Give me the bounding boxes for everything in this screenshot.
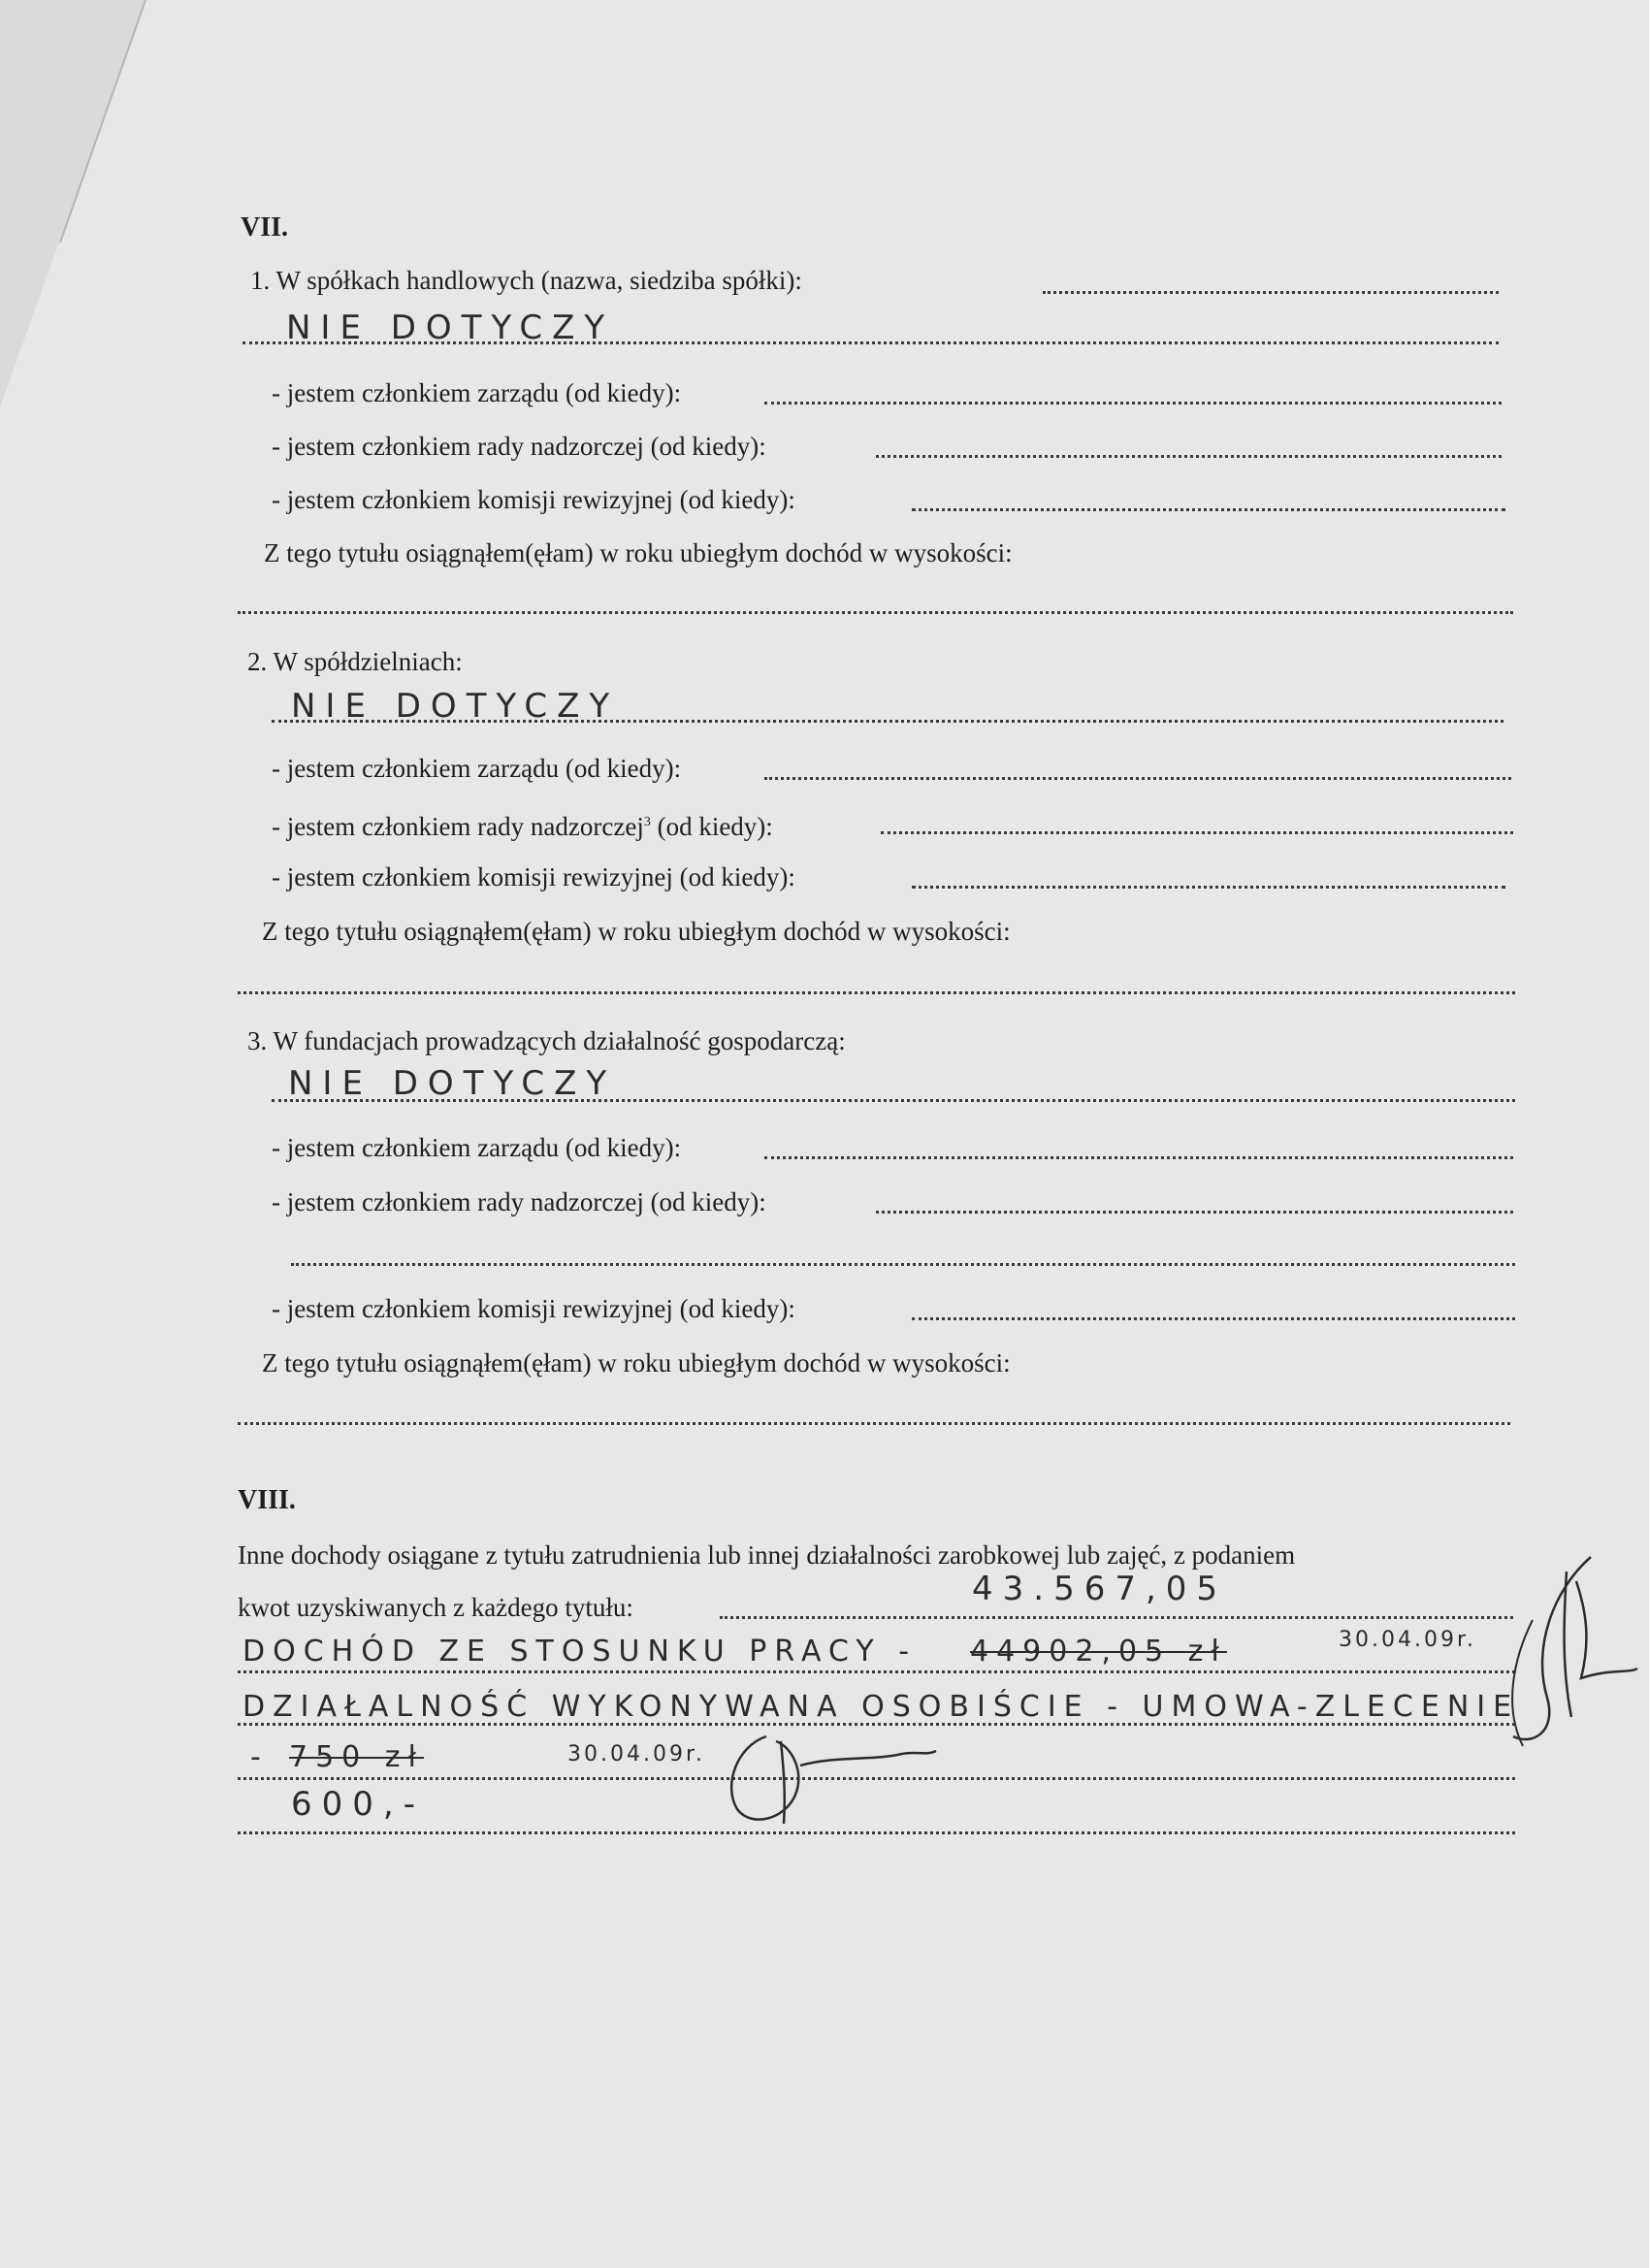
item2-footnote-mark: 3 <box>643 815 651 829</box>
item2-label: 2. W spółdzielniach: <box>247 647 463 676</box>
item3-supervisory-dotted-line <box>876 1211 1513 1214</box>
item1-income-label: Z tego tytułu osiągnąłem(ęłam) w roku ubiegłym dochód w wysokości: <box>264 538 1013 567</box>
item2-supervisory-label <box>272 806 773 843</box>
item3-handwritten-not-applicable: NIE DOTYCZY <box>288 1064 617 1103</box>
item1-dotted-line <box>1043 291 1499 294</box>
item2-supervisory-tail: (od kiedy): <box>650 812 773 841</box>
item2-board-dotted-line <box>764 777 1511 780</box>
item1-supervisory-dotted-line <box>876 455 1502 458</box>
item1-supervisory-label: - jestem członkiem rady nadzorczej (od kiedy): <box>272 432 766 461</box>
hw-line3-dash: - <box>250 1740 269 1774</box>
item3-supervisory-dotted-line-2 <box>291 1263 1515 1266</box>
item3-board-label: - jestem członkiem zarządu (od kiedy): <box>272 1133 682 1162</box>
hw-correction-date-2: 30.04.09r. <box>567 1742 705 1766</box>
item2-dotted-line <box>272 720 1504 723</box>
hw-corrected-amount: 43.567,05 <box>972 1570 1228 1608</box>
hw-correction-date-1: 30.04.09r. <box>1339 1628 1476 1652</box>
section-viii-heading: VIII. <box>238 1485 296 1515</box>
item3-dotted-line <box>272 1099 1515 1102</box>
item1-handwritten-not-applicable: NIE DOTYCZY <box>286 308 615 347</box>
item2-supervisory-text: - jestem członkiem rady nadzorczej <box>272 812 644 841</box>
section-viii-dotted-line-2 <box>238 1670 1515 1673</box>
item2-income-dotted-line <box>238 991 1515 994</box>
item2-supervisory-dotted-line <box>881 831 1513 834</box>
section-viii-dotted-line-3 <box>238 1723 1515 1726</box>
item1-audit-label: - jestem członkiem komisji rewizyjnej (od kiedy): <box>272 485 795 514</box>
item3-audit-dotted-line <box>912 1317 1515 1320</box>
item3-income-label: Z tego tytułu osiągnąłem(ęłam) w roku ubiegłym dochód w wysokości: <box>262 1348 1011 1377</box>
item3-income-dotted-line <box>238 1422 1510 1425</box>
hw-line1-employment-income: DOCHÓD ZE STOSUNKU PRACY - <box>242 1635 918 1669</box>
hw-line3-struck-amount: 750 zł <box>289 1740 425 1774</box>
item1-dotted-line-2 <box>242 341 1499 344</box>
item1-label: 1. W spółkach handlowych (nazwa, siedziba spółki): <box>250 266 802 295</box>
item3-label: 3. W fundacjach prowadzących działalność gospodarczą: <box>247 1026 846 1055</box>
hw-line4-corrected-amount: 600,- <box>291 1785 425 1824</box>
handwritten-signature-2 <box>708 1727 941 1833</box>
item2-audit-label: - jestem członkiem komisji rewizyjnej (od kiedy): <box>272 862 795 891</box>
item3-board-dotted-line <box>764 1156 1513 1159</box>
item3-audit-label: - jestem członkiem komisji rewizyjnej (od kiedy): <box>272 1294 795 1323</box>
section-vii-heading: VII. <box>241 212 289 243</box>
item2-board-label: - jestem członkiem zarządu (od kiedy): <box>272 754 682 783</box>
hw-line2-contract-work: DZIAŁALNOŚĆ WYKONYWANA OSOBIŚCIE - UMOWA-ZLECENIE <box>242 1690 1520 1724</box>
item2-income-label: Z tego tytułu osiągnąłem(ęłam) w roku ubiegłym dochód w wysokości: <box>262 917 1011 946</box>
item1-audit-dotted-line <box>912 508 1505 511</box>
handwritten-signature-1 <box>1494 1552 1639 1766</box>
item1-income-dotted-line <box>238 611 1513 614</box>
hw-line1-struck-amount: 44902,05 zł <box>970 1635 1227 1669</box>
item1-board-label: - jestem członkiem zarządu (od kiedy): <box>272 378 682 407</box>
item2-handwritten-not-applicable: NIE DOTYCZY <box>291 687 620 726</box>
item3-supervisory-label: - jestem członkiem rady nadzorczej (od kiedy): <box>272 1187 766 1216</box>
section-viii-text-line2: kwot uzyskiwanych z każdego tytułu: <box>238 1593 633 1622</box>
section-viii-text-line1: Inne dochody osiągane z tytułu zatrudnienia lub innej działalności zarobkowej lub zajęć, z podaniem <box>238 1540 1296 1570</box>
section-viii-dotted-line-1 <box>720 1616 1513 1619</box>
item2-audit-dotted-line <box>912 886 1505 889</box>
item1-board-dotted-line <box>764 402 1502 405</box>
